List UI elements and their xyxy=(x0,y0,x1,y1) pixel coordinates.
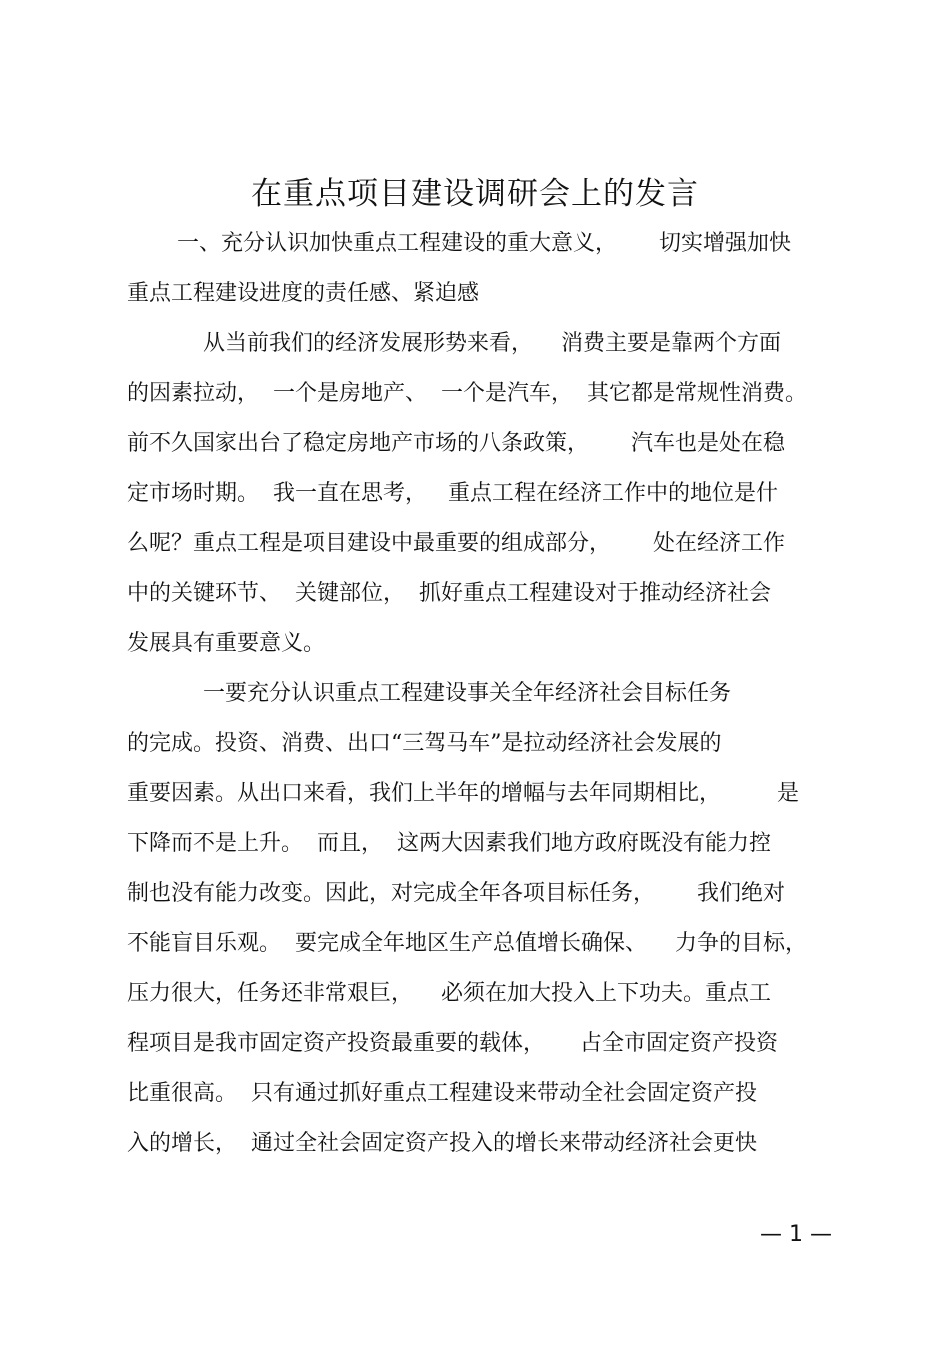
body-line: 入的增长， 通过全社会固定资产投入的增长来带动经济社会更快 xyxy=(127,1131,757,1156)
body-line: 重要因素。从出口来看，我们上半年的增幅与去年同期相比， 是 xyxy=(127,781,799,806)
body-line: 程项目是我市固定资产投资最重要的载体， 占全市固定资产投资 xyxy=(127,1031,778,1056)
body-line: 重点工程建设进度的责任感、紧迫感 xyxy=(127,281,480,306)
body-line: 中的关键环节、 关键部位， 抓好重点工程建设对于推动经济社会 xyxy=(127,581,771,606)
body-line: 制也没有能力改变。因此，对完成全年各项目标任务， 我们绝对 xyxy=(127,881,785,906)
body-line: 比重很高。 只有通过抓好重点工程建设来带动全社会固定资产投 xyxy=(127,1081,757,1106)
body-line: 一要充分认识重点工程建设事关全年经济社会目标任务 xyxy=(203,681,732,706)
document-title: 在重点项目建设调研会上的发言 xyxy=(251,176,699,212)
body-line: 发展具有重要意义。 xyxy=(127,631,326,656)
body-line: 从当前我们的经济发展形势来看， 消费主要是靠两个方面 xyxy=(203,331,781,356)
page-number: — 1 — xyxy=(760,1222,832,1247)
body-line: 么呢？重点工程是项目建设中最重要的组成部分， 处在经济工作 xyxy=(127,531,785,556)
body-line: 定市场时期。 我一直在思考， 重点工程在经济工作中的地位是什 xyxy=(127,481,778,506)
body-line: 前不久国家出台了稳定房地产市场的八条政策， 汽车也是处在稳 xyxy=(127,431,785,456)
body-line: 的因素拉动， 一个是房地产、 一个是汽车， 其它都是常规性消费。 xyxy=(127,381,807,406)
body-line: 一、充分认识加快重点工程建设的重大意义， 切实增强加快 xyxy=(177,231,791,256)
body-line: 不能盲目乐观。 要完成全年地区生产总值增长确保、 力争的目标， xyxy=(127,931,807,956)
body-line: 下降而不是上升。 而且， 这两大因素我们地方政府既没有能力控 xyxy=(127,831,771,856)
body-line: 的完成。投资、消费、出口“三驾马车”是拉动经济社会发展的 xyxy=(127,731,722,756)
body-line: 压力很大，任务还非常艰巨， 必须在加大投入上下功夫。重点工 xyxy=(127,981,771,1006)
